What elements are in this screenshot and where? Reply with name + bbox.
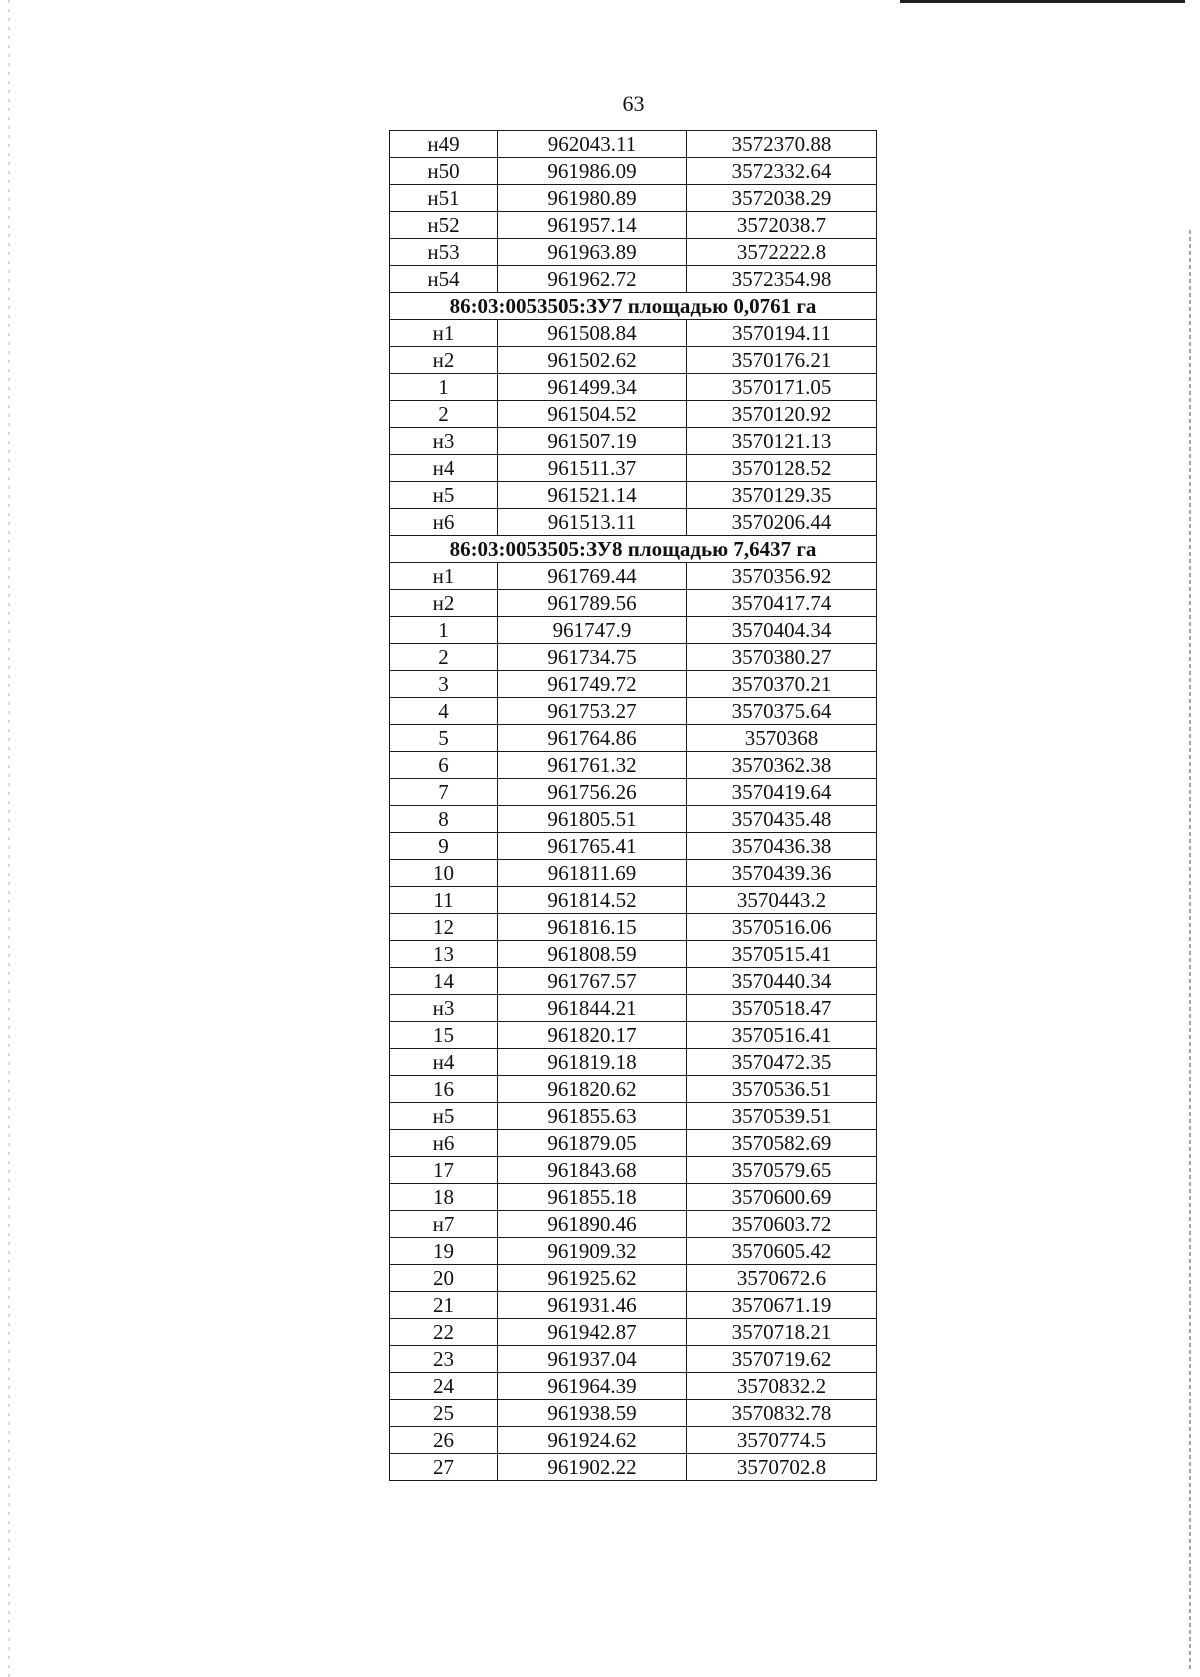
section-title: 86:03:0053505:ЗУ7 площадью 0,0761 га [390, 293, 877, 320]
point-cell: н1 [390, 563, 498, 590]
x-coordinate-cell: 961499.34 [498, 374, 687, 401]
y-coordinate-cell: 3570579.65 [687, 1157, 877, 1184]
y-coordinate-cell: 3572332.64 [687, 158, 877, 185]
x-coordinate-cell: 961964.39 [498, 1373, 687, 1400]
x-coordinate-cell: 961879.05 [498, 1130, 687, 1157]
table-row [390, 239, 877, 266]
y-coordinate-cell: 3570404.34 [687, 617, 877, 644]
x-coordinate-cell: 961808.59 [498, 941, 687, 968]
table-row [390, 887, 877, 914]
x-coordinate-cell: 961504.52 [498, 401, 687, 428]
x-coordinate-cell: 961942.87 [498, 1319, 687, 1346]
point-cell: н5 [390, 1103, 498, 1130]
table-row [390, 563, 877, 590]
point-cell: 1 [390, 617, 498, 644]
table-row [390, 806, 877, 833]
x-coordinate-cell: 961855.18 [498, 1184, 687, 1211]
y-coordinate-cell: 3572038.29 [687, 185, 877, 212]
table-row [390, 1346, 877, 1373]
table-row [390, 482, 877, 509]
y-coordinate-cell: 3570539.51 [687, 1103, 877, 1130]
y-coordinate-cell: 3570206.44 [687, 509, 877, 536]
y-coordinate-cell: 3570536.51 [687, 1076, 877, 1103]
y-coordinate-cell: 3570439.36 [687, 860, 877, 887]
section-title: 86:03:0053505:ЗУ8 площадью 7,6437 га [390, 536, 877, 563]
y-coordinate-cell: 3570380.27 [687, 644, 877, 671]
table-row [390, 779, 877, 806]
y-coordinate-cell: 3570702.8 [687, 1454, 877, 1481]
point-cell: 6 [390, 752, 498, 779]
y-coordinate-cell: 3572222.8 [687, 239, 877, 266]
y-coordinate-cell: 3570370.21 [687, 671, 877, 698]
x-coordinate-cell: 961511.37 [498, 455, 687, 482]
x-coordinate-cell: 961819.18 [498, 1049, 687, 1076]
x-coordinate-cell: 961767.57 [498, 968, 687, 995]
point-cell: н3 [390, 995, 498, 1022]
table-row [390, 1238, 877, 1265]
table-row [390, 1319, 877, 1346]
y-coordinate-cell: 3570171.05 [687, 374, 877, 401]
table-row [390, 1292, 877, 1319]
y-coordinate-cell: 3570121.13 [687, 428, 877, 455]
x-coordinate-cell: 961986.09 [498, 158, 687, 185]
y-coordinate-cell: 3570129.35 [687, 482, 877, 509]
y-coordinate-cell: 3570518.47 [687, 995, 877, 1022]
point-cell: 23 [390, 1346, 498, 1373]
table-row [390, 698, 877, 725]
table-row [390, 509, 877, 536]
table-row [390, 455, 877, 482]
point-cell: 18 [390, 1184, 498, 1211]
point-cell: 15 [390, 1022, 498, 1049]
x-coordinate-cell: 961747.9 [498, 617, 687, 644]
table-row [390, 968, 877, 995]
point-cell: н1 [390, 320, 498, 347]
point-cell: 14 [390, 968, 498, 995]
x-coordinate-cell: 961957.14 [498, 212, 687, 239]
y-coordinate-cell: 3570440.34 [687, 968, 877, 995]
point-cell: н2 [390, 347, 498, 374]
table-row [390, 1103, 877, 1130]
x-coordinate-cell: 961855.63 [498, 1103, 687, 1130]
table-row [390, 158, 877, 185]
point-cell: 24 [390, 1373, 498, 1400]
table-row [390, 1157, 877, 1184]
x-coordinate-cell: 961764.86 [498, 725, 687, 752]
table-row [390, 428, 877, 455]
x-coordinate-cell: 961844.21 [498, 995, 687, 1022]
table-row [390, 1373, 877, 1400]
table-row [390, 617, 877, 644]
point-cell: 21 [390, 1292, 498, 1319]
y-coordinate-cell: 3572038.7 [687, 212, 877, 239]
table-row [390, 752, 877, 779]
point-cell: 17 [390, 1157, 498, 1184]
y-coordinate-cell: 3570774.5 [687, 1427, 877, 1454]
point-cell: 22 [390, 1319, 498, 1346]
x-coordinate-cell: 961789.56 [498, 590, 687, 617]
point-cell: н2 [390, 590, 498, 617]
x-coordinate-cell: 961749.72 [498, 671, 687, 698]
point-cell: 1 [390, 374, 498, 401]
table-row [390, 914, 877, 941]
x-coordinate-cell: 961890.46 [498, 1211, 687, 1238]
point-cell: н52 [390, 212, 498, 239]
table-row [390, 1022, 877, 1049]
x-coordinate-cell: 961902.22 [498, 1454, 687, 1481]
point-cell: н4 [390, 1049, 498, 1076]
x-coordinate-cell: 961507.19 [498, 428, 687, 455]
x-coordinate-cell: 961931.46 [498, 1292, 687, 1319]
table-row [390, 590, 877, 617]
table-row [390, 131, 877, 158]
x-coordinate-cell: 961909.32 [498, 1238, 687, 1265]
point-cell: н3 [390, 428, 498, 455]
point-cell: н51 [390, 185, 498, 212]
x-coordinate-cell: 961925.62 [498, 1265, 687, 1292]
x-coordinate-cell: 961963.89 [498, 239, 687, 266]
point-cell: 20 [390, 1265, 498, 1292]
point-cell: 5 [390, 725, 498, 752]
table-row [390, 1130, 877, 1157]
table-row [390, 671, 877, 698]
y-coordinate-cell: 3572354.98 [687, 266, 877, 293]
point-cell: 3 [390, 671, 498, 698]
y-coordinate-cell: 3570605.42 [687, 1238, 877, 1265]
point-cell: 4 [390, 698, 498, 725]
table-row [390, 185, 877, 212]
x-coordinate-cell: 961937.04 [498, 1346, 687, 1373]
table-row [390, 1076, 877, 1103]
y-coordinate-cell: 3570417.74 [687, 590, 877, 617]
table-row [390, 320, 877, 347]
x-coordinate-cell: 961816.15 [498, 914, 687, 941]
point-cell: н6 [390, 1130, 498, 1157]
y-coordinate-cell: 3570356.92 [687, 563, 877, 590]
table-row [390, 644, 877, 671]
x-coordinate-cell: 961962.72 [498, 266, 687, 293]
point-cell: н53 [390, 239, 498, 266]
table-row [390, 725, 877, 752]
x-coordinate-cell: 961811.69 [498, 860, 687, 887]
table-row [390, 374, 877, 401]
x-coordinate-cell: 961820.62 [498, 1076, 687, 1103]
point-cell: н54 [390, 266, 498, 293]
table-row [390, 1211, 877, 1238]
point-cell: н49 [390, 131, 498, 158]
point-cell: 10 [390, 860, 498, 887]
point-cell: 19 [390, 1238, 498, 1265]
y-coordinate-cell: 3570603.72 [687, 1211, 877, 1238]
point-cell: 13 [390, 941, 498, 968]
y-coordinate-cell: 3570671.19 [687, 1292, 877, 1319]
x-coordinate-cell: 961924.62 [498, 1427, 687, 1454]
table-row [390, 995, 877, 1022]
table-row [390, 1049, 877, 1076]
y-coordinate-cell: 3570368 [687, 725, 877, 752]
table-row [390, 212, 877, 239]
coordinates-table [389, 130, 877, 1481]
point-cell: н6 [390, 509, 498, 536]
scan-edge-left [8, 0, 10, 1677]
x-coordinate-cell: 961769.44 [498, 563, 687, 590]
y-coordinate-cell: 3570516.06 [687, 914, 877, 941]
y-coordinate-cell: 3570375.64 [687, 698, 877, 725]
x-coordinate-cell: 961805.51 [498, 806, 687, 833]
y-coordinate-cell: 3572370.88 [687, 131, 877, 158]
x-coordinate-cell: 961508.84 [498, 320, 687, 347]
point-cell: 9 [390, 833, 498, 860]
y-coordinate-cell: 3570600.69 [687, 1184, 877, 1211]
x-coordinate-cell: 961753.27 [498, 698, 687, 725]
point-cell: 26 [390, 1427, 498, 1454]
table-row [390, 347, 877, 374]
table-row [390, 941, 877, 968]
y-coordinate-cell: 3570362.38 [687, 752, 877, 779]
y-coordinate-cell: 3570719.62 [687, 1346, 877, 1373]
top-rule [900, 0, 1185, 3]
y-coordinate-cell: 3570436.38 [687, 833, 877, 860]
x-coordinate-cell: 961756.26 [498, 779, 687, 806]
point-cell: н5 [390, 482, 498, 509]
x-coordinate-cell: 961843.68 [498, 1157, 687, 1184]
point-cell: 7 [390, 779, 498, 806]
y-coordinate-cell: 3570176.21 [687, 347, 877, 374]
point-cell: н50 [390, 158, 498, 185]
page-number: 63 [622, 91, 645, 116]
x-coordinate-cell: 961761.32 [498, 752, 687, 779]
x-coordinate-cell: 961513.11 [498, 509, 687, 536]
section-header-row [390, 536, 877, 563]
y-coordinate-cell: 3570435.48 [687, 806, 877, 833]
x-coordinate-cell: 961980.89 [498, 185, 687, 212]
point-cell: 2 [390, 644, 498, 671]
point-cell: 8 [390, 806, 498, 833]
table-row [390, 833, 877, 860]
y-coordinate-cell: 3570120.92 [687, 401, 877, 428]
y-coordinate-cell: 3570443.2 [687, 887, 877, 914]
table-row [390, 1454, 877, 1481]
y-coordinate-cell: 3570718.21 [687, 1319, 877, 1346]
y-coordinate-cell: 3570515.41 [687, 941, 877, 968]
point-cell: н7 [390, 1211, 498, 1238]
table-row [390, 1400, 877, 1427]
table-row [390, 860, 877, 887]
section-header-row [390, 293, 877, 320]
x-coordinate-cell: 961814.52 [498, 887, 687, 914]
point-cell: 16 [390, 1076, 498, 1103]
y-coordinate-cell: 3570832.78 [687, 1400, 877, 1427]
y-coordinate-cell: 3570194.11 [687, 320, 877, 347]
coordinates-table-body [390, 131, 877, 1481]
y-coordinate-cell: 3570419.64 [687, 779, 877, 806]
point-cell: н4 [390, 455, 498, 482]
x-coordinate-cell: 961938.59 [498, 1400, 687, 1427]
x-coordinate-cell: 961502.62 [498, 347, 687, 374]
x-coordinate-cell: 961734.75 [498, 644, 687, 671]
table-row [390, 266, 877, 293]
point-cell: 27 [390, 1454, 498, 1481]
table-row [390, 1184, 877, 1211]
x-coordinate-cell: 961820.17 [498, 1022, 687, 1049]
x-coordinate-cell: 961765.41 [498, 833, 687, 860]
x-coordinate-cell: 961521.14 [498, 482, 687, 509]
y-coordinate-cell: 3570832.2 [687, 1373, 877, 1400]
y-coordinate-cell: 3570582.69 [687, 1130, 877, 1157]
point-cell: 12 [390, 914, 498, 941]
point-cell: 2 [390, 401, 498, 428]
y-coordinate-cell: 3570672.6 [687, 1265, 877, 1292]
scan-edge-right [1189, 230, 1191, 1670]
y-coordinate-cell: 3570516.41 [687, 1022, 877, 1049]
y-coordinate-cell: 3570472.35 [687, 1049, 877, 1076]
point-cell: 25 [390, 1400, 498, 1427]
x-coordinate-cell: 962043.11 [498, 131, 687, 158]
table-row [390, 1427, 877, 1454]
table-row [390, 1265, 877, 1292]
y-coordinate-cell: 3570128.52 [687, 455, 877, 482]
point-cell: 11 [390, 887, 498, 914]
table-row [390, 401, 877, 428]
